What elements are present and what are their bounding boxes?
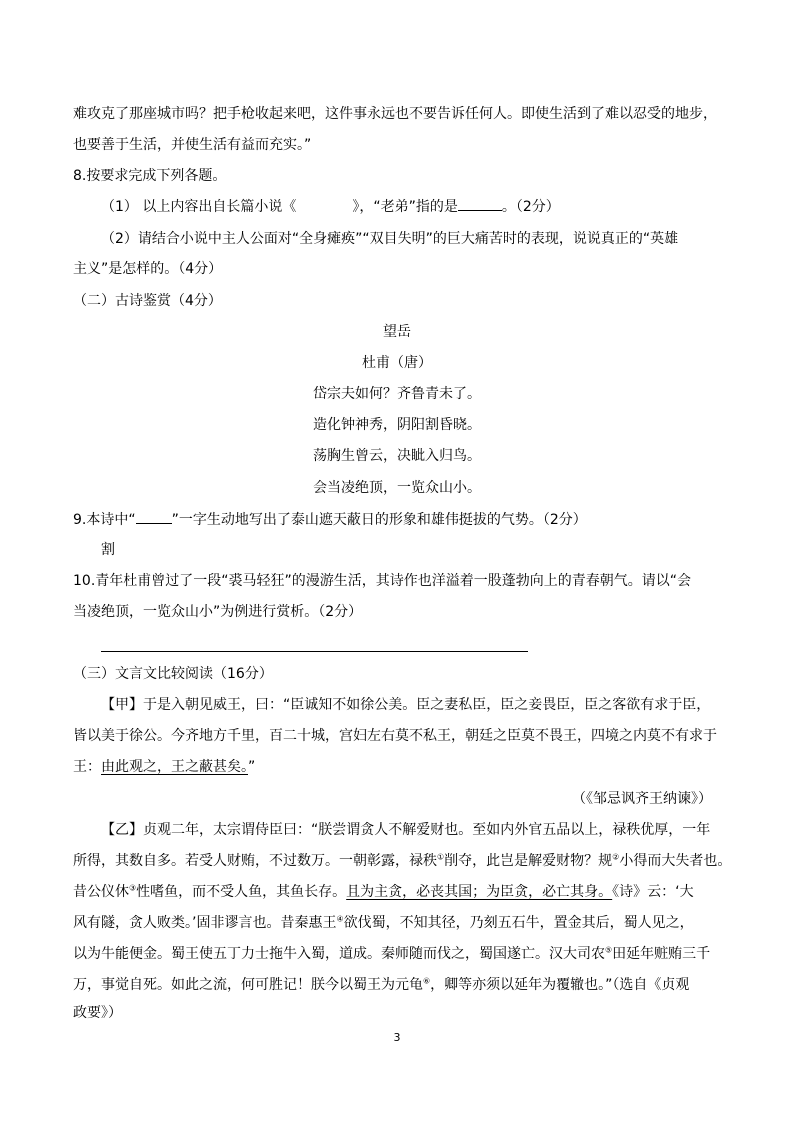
footnote-marker: ② xyxy=(612,852,620,862)
yi-text: 风有隧，贪人败类。’固非谬言也。昔秦惠王 xyxy=(73,915,337,931)
question-8-part-2-cont: 主义”是怎样的。（4分） xyxy=(73,261,223,277)
text-jia-line: 【甲】于是入朝见威王，曰：“臣诚知不如徐公美。臣之妻私臣，臣之妾畏臣，臣之客欲有求于臣， xyxy=(101,697,711,713)
question-8-part-1 xyxy=(101,196,560,217)
footnote-marker: ① xyxy=(437,852,445,862)
question-8-part-2: （2）请结合小说中主人公面对“全身瘫痪”“双目失明”的巨大痛苦时的表现，说说真正的“英雄 xyxy=(101,231,679,247)
text-yi-line: 【乙】贞观二年，太宗谓侍臣曰：“朕尝谓贪人不解爱财也。至如内外官五品以上，禄秩优厚，一年 xyxy=(101,822,711,838)
text-yi-line: 政要》） xyxy=(73,1005,122,1021)
yi-text: 小得而大失者也。 xyxy=(619,853,732,869)
jia-text: ” xyxy=(248,759,256,775)
underlined-sentence: 且为主贪，必丧其国；为臣贪，必亡其身。 xyxy=(346,884,613,900)
footnote-marker: ⑥ xyxy=(423,976,431,986)
passage-line: 也要善于生活，并使生活有益而充实。” xyxy=(73,137,312,153)
poem-line: 造化钟神秀，阴阳割昏晓。 xyxy=(313,417,481,433)
question-9 xyxy=(73,509,587,530)
section-2-heading: （二）古诗鉴赏（4分） xyxy=(73,293,222,309)
q8-1-text-a: （1） 以上内容出自长篇小说《 xyxy=(101,199,297,215)
text-yi-line xyxy=(73,975,689,995)
jia-text: 王： xyxy=(73,759,101,775)
passage-line: 难攻克了那座城市吗？把手枪收起来吧，这件事永远也不要告诉任何人。即使生活到了难以忍受的地步， xyxy=(73,106,717,122)
underlined-sentence: 由此观之，王之蔽甚矣。 xyxy=(101,759,248,775)
yi-text: 削夺，此岂是解爱财物？规 xyxy=(444,853,613,869)
question-10-cont: 当凌绝顶，一览众山小”为例进行赏析。（2分） xyxy=(73,604,363,620)
poem-line: 会当凌绝顶，一览众山小。 xyxy=(313,480,481,496)
text-yi-line xyxy=(73,851,731,871)
question-10: 10.青年杜甫曾过了一段“裘马轻狂”的漫游生活，其诗作也洋溢着一股蓬勃向上的青春朝气。请以“会 xyxy=(73,573,692,589)
question-8-title: 8.按要求完成下列各题。 xyxy=(73,168,227,184)
q9-text-b: ”一字生动地写出了泰山遮天蔽日的形象和雄伟挺拔的气势。（2分） xyxy=(171,512,587,528)
q8-1-text-b: 》，“老弟”指的是 xyxy=(352,199,458,215)
yi-text: 欲伐蜀，不知其径，乃刻五石牛，置金其后，蜀人见之， xyxy=(343,915,694,931)
poem-author: 杜甫（唐） xyxy=(362,355,432,371)
q8-1-text-c: 。（2分） xyxy=(501,199,560,215)
footnote-marker: ⑤ xyxy=(605,945,613,955)
text-yi-line xyxy=(73,944,710,964)
poem-line: 荡胸生曾云，决眦入归鸟。 xyxy=(313,448,481,464)
q9-text-a: 9.本诗中“ xyxy=(73,512,136,528)
poem-title: 望岳 xyxy=(383,324,411,340)
yi-text: 所得，其数自多。若受人财贿，不过数万。一朝彰露，禄秩 xyxy=(73,853,437,869)
yi-text: 田延年赃贿三千 xyxy=(612,946,711,962)
footnote-marker: ③ xyxy=(129,883,137,893)
yi-text: ，卿等亦须以延年为覆辙也。”（选自《贞观 xyxy=(430,977,690,993)
section-3-heading: （三）文言文比较阅读（16分） xyxy=(73,666,273,682)
text-yi-line xyxy=(73,882,694,902)
yi-text: 昔公仪休 xyxy=(73,884,129,900)
yi-text: 《诗》云：‘大 xyxy=(612,884,694,900)
footnote-marker: ④ xyxy=(336,914,344,924)
poem-line: 岱宗夫如何？齐鲁青未了。 xyxy=(313,386,481,402)
text-jia-line xyxy=(73,757,255,777)
text-jia-source: （《邹忌讽齐王纳谏》） xyxy=(572,791,712,807)
q9-answer: 割 xyxy=(101,542,115,558)
text-yi-line xyxy=(73,913,694,933)
yi-text: 万，事觉自死。如此之流，何可胜记！朕今以蜀王为元龟 xyxy=(73,977,423,993)
answer-line[interactable] xyxy=(101,651,528,652)
answer-blank[interactable] xyxy=(458,196,502,211)
yi-text: 性嗜鱼，而不受人鱼，其鱼长存。 xyxy=(136,884,347,900)
answer-blank[interactable] xyxy=(136,509,172,524)
text-jia-line: 皆以美于徐公。今齐地方千里，百二十城，宫妇左右莫不私王，朝廷之臣莫不畏王，四境之内莫不有求于 xyxy=(73,728,717,744)
page-number: 3 xyxy=(393,1031,401,1044)
yi-text: 以为牛能便金。蜀王使五丁力士拖牛入蜀，道成。秦师随而伐之，蜀国遂亡。汉大司农 xyxy=(73,946,605,962)
